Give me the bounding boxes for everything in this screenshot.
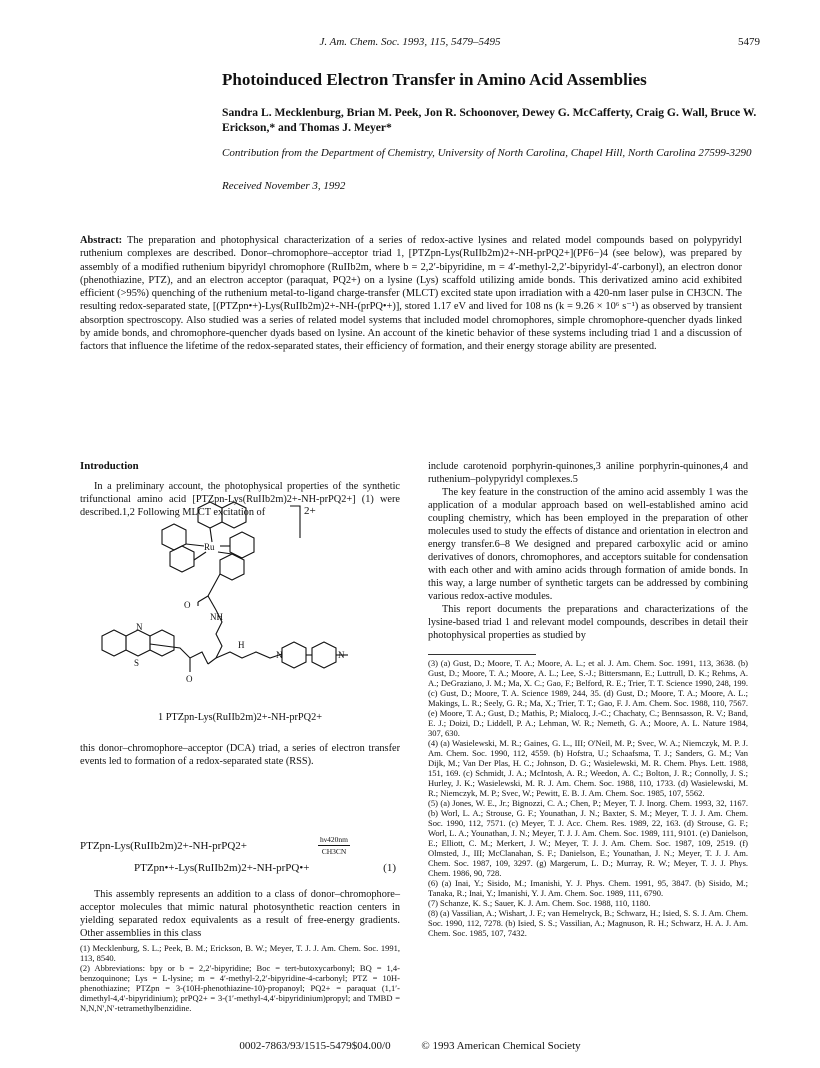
footnote: (3) (a) Gust, D.; Moore, T. A.; Moore, A. L.; et al. J. Am. Chem. Soc. 1991, 113, 3638. (b) Gust, D.; Moore, T. A.; Moore, A. L.; Lee, S.-J.; Bittersmann, E.; Luttrull, D. K.; Rehms, A. A.; DeGraziano, J. M.; Ma, X. C.; Gao, F.; Belford, R. E.; Trier, T. T. Science 1990, 248, 199. (c) Gust, D.; Moore, T. A. Science 1989, 244, 35. (d) Gust, D.; Moore, T. A.; Moore, A. L.; Makings, L. R.; Seely, G. R.; Ma, X.; Trier, T. T.; Gao, F. J. Am. Chem. Soc. 1988, 110, 7567. (e) Moore, T. A.; Gust, D.; Mathis, P.; Mialocq, J.-C.; Chachaty, C.; Bennsasson, R. V.; Band, E. J.; Doizi, D.; Liddell, P. A.; Lehman, W. R.; Nemeth, G. A.; Moore, A. L. Nature 1984, 307, 630. [428,658,748,738]
ptz-ring-3 [150,630,174,656]
footnote-rule-left [80,939,188,940]
arrow-label-top: hν420nm [320,835,348,844]
author-list: Sandra L. Mecklenburg, Brian M. Peek, Jon R. Schoonover, Dewey G. McCafferty, Craig G. Wall, Bruce W. Erickson,* and Thomas J. Meyer* [222,106,757,134]
structure-drawing [80,498,400,708]
page-footer [0,1040,820,1052]
pq-ring-2 [312,642,336,668]
footnote: (4) (a) Wasielewski, M. R.; Gaines, G. L., III; O'Neil, M. P.; Svec, W. A.; Niemczyk, M. P. J. Am. Chem. Soc. 1990, 112, 4559. (b) Hofstra, U.; Schaafsma, T. J.; Sanders, G. M.; Van Dijk, M.; Van Der Plas, H. C.; Johnson, D. G.; Wasielewski, M. R. Chem. Phys. Lett. 1988, 151, 169. (c) Schmidt, J. A.; McIntosh, A. R.; Weedon, A. C.; Bolton, J. R.; Connolly, J. S.; Hurley, J. K.; Wasielewski, M. R. J. Am. Chem. Soc. 1988, 110, 1733. (d) Wasielewski, M. R.; Niemczyk, M. P.; Svec, W.; Pewitt, E. B. J. Am. Chem. Soc. 1985, 107, 5562. [428,738,748,798]
footnotes-left [80,943,400,1013]
pq-n2-label: N [338,650,345,660]
footnotes-right [428,658,748,938]
abstract-text: The preparation and photophysical characterization of a series of redox-active lysines and related model compounds based on polypyridyl ruthenium complexes are described. Donor–chromophore–acceptor triad 1, [PTZpn-Lys(RuIIb2m)2+-NH-prPQ2+](PF6−)4 (see below), was prepared by assembly of a modified ruthenium bipyridyl chromophore (RuIIb2m, where b = 2,2′-bipyridine, m = 4′-methyl-2,2′-bipyridyl-4′-carbonyl), an electron donor (phenothiazine, PTZ), and an electron acceptor (paraquat, PQ2+) on a lysine (Lys) scaffold utilizing amide bonds. This derivatized amino acid exhibited efficient (>95%) quenching of the ruthenium metal-to-ligand charge-transfer (MLCT) excited state upon irradiation with a 420-nm laser pulse in CH3CN. The resulting redox-separated state, [(PTZpn•+)-Lys(RuIIb2m)2+-NH-(prPQ•+)], stored 1.17 eV and lived for 108 ns (k = 9.26 × 10⁶ s⁻¹) as observed by transient absorption spectroscopy. Also studied was a series of related model systems that included model chromophores, simple chromophore-quencher dyads linked by amide bonds, and chromophore-quencher dyads based on lysine. An account of the kinetic behavior of these systems including triad 1 and a discussion of factors that influence the lifetime of the redox-separated states, their efficiency of formation, and their energy storage ability are presented. [80,235,743,353]
footnote-rule-right [428,654,536,655]
intro-paragraph-2-text: this donor–chromophore–acceptor (DCA) triad, a series of electron transfer events led to formation of a redox-separated state (RSS). [80,743,400,767]
abstract [80,234,742,354]
footnote: (2) Abbreviations: bpy or b = 2,2′-bipyridine; Boc = tert-butoxycarbonyl; BQ = 1,4-benzoquinone; Lys = L-lysine; m = 4′-methyl-2,2′-bipyridine-4-carbonyl; PTZ = 10H-phenothiazine; PTZpn = 3-(10H-phenothiazine-10)-propanoyl; PQ2+ = paraquat (1,1′-dimethyl-4,4′-bipyridinium); prPQ2+ = 3-(1′-methyl-4,4′-bipyridinium)propyl; and TMBD = N,N,N′,N′-tetramethylbenzidine. [80,963,400,1013]
charge-bracket [290,506,300,538]
ptz-n-label: N [136,622,143,632]
article-title: Photoinduced Electron Transfer in Amino Acid Assemblies [222,70,647,89]
page-number: 5479 [738,36,760,48]
arrow-label-bottom: CH3CN [321,847,347,856]
chemical-structure [80,498,400,708]
footnote: (5) (a) Jones, W. E., Jr.; Bignozzi, C. A.; Chen, P.; Meyer, T. J. Inorg. Chem. 1993, 32, 1167. (b) Worl, L. A.; Strouse, G. F.; Younathan, J. N.; Baxter, S. M.; Meyer, T. J. J. Am. Chem. Soc. 1990, 112, 7571. (c) Meyer, T. J. Acc. Chem. Res. 1989, 22, 163. (d) Strouse, G. F.; Worl, L. A.; Younathan, J. N.; Meyer, T. J. J. Am. Chem. Soc. 1989, 111, 9101. (e) Danielson, E.; Elliott, C. M.; Merkert, J. W.; Meyer, T. J. J. Am. Chem. Soc. 1987, 109, 2519. (f) Olmsted, J., III; McClanahan, S. F.; Danielson, E.; Younathan, J. N.; Meyer, T. J. J. Am. Chem. Soc. 1987, 109, 3297. (g) Margerum, L. D.; Murray, R. W.; Meyer, T. J. J. Phys. Chem. 1986, 90, 728. [428,798,748,878]
complex-charge: 2+ [304,505,316,517]
footnote: (7) Schanze, K. S.; Sauer, K. J. Am. Chem. Soc. 1988, 110, 1180. [428,898,651,908]
journal-citation: J. Am. Chem. Soc. 1993, 115, 5479–5495 [319,36,501,48]
pq-n1-label: N [276,650,283,660]
running-head [0,36,820,52]
intro-paragraph-1: In a preliminary account, the photophysical properties of the synthetic trifunctional amino acid [PTZpn-Lys(RuIIb2m)2+-NH-prPQ2+] (1) were described.1,2 Following MLCT excitation of [80,481,400,518]
footnote: (1) Mecklenburg, S. L.; Peek, B. M.; Erickson, B. W.; Meyer, T. J. J. Am. Chem. Soc. 1991, 113, 8540. [80,943,400,963]
footnote: (6) (a) Inai, Y.; Sisido, M.; Imanishi, Y. J. Phys. Chem. 1991, 95, 3847. (b) Sisido, M.; Tanaka, R.; Inai, Y.; Imanishi, Y. J. Am. Chem. Soc. 1989, 111, 6790. [428,878,748,898]
ptz-ring-1 [102,630,126,656]
reaction-equation [80,820,400,874]
ptz-ring-2 [126,630,150,656]
equation-number: (1) [383,862,396,874]
amide-o-label: O [186,674,193,684]
ru-label: Ru [204,542,215,552]
equation-arrow [314,835,354,865]
right-column [428,460,748,642]
copyright-notice: © 1993 American Chemical Society [421,1040,581,1052]
intro-right-paragraph-1: include carotenoid porphyrin-quinones,3 aniline porphyrin-quinones,4 and ruthenium–polypyridyl complexes.5 [428,461,748,485]
intro-paragraph-3-text: This assembly represents an addition to a class of donor–chromophore–acceptor molecules that mimic natural photosynthetic reaction centers in yielding separated redox equivalents as a result of free-energy gradients. Other assemblies in this class [80,889,400,939]
amine-h-label: H [238,640,245,650]
issn-code: 0002-7863/93/1515-5479$04.00/0 [239,1040,391,1052]
carbonyl-o-label: O [184,600,191,610]
affiliation: Contribution from the Department of Chemistry, University of North Carolina, Chapel Hill, North Carolina 27599-3290 [222,147,752,159]
propyl-linker [216,652,282,658]
bpy-ring-1a [198,502,222,528]
abstract-label: Abstract: [80,235,123,246]
received-date: Received November 3, 1992 [222,180,346,192]
bpy-ring-3b [220,554,244,580]
intro-right-paragraph-3: This report documents the preparations and characterizations of the lysine-based triad 1 and relevant model compounds, describes in detail their photophysical properties as studied by [428,604,748,641]
intro-right-paragraph-2: The key feature in the construction of the amino acid assembly 1 was the application of a modular approach based on well-established amino acid coupling chemistry, which has been employed in the preparation of other molecules used to study the effects of distance and orientation in electron and energy transfer.6–8 We designed and prepared carboxylic acid or amino derivatives of donors, chromophores, and acceptors suitable for condensation with each other and with amino acids through formation of amide bonds. In this way, a large number of synthetic targets can be addressed by combining various redox-active modules. [428,487,748,602]
bpy-ring-3a [230,532,254,558]
footnote: (8) (a) Vassilian, A.; Wishart, J. F.; van Hemelryck, B.; Schwarz, H.; Isied, S. S. J. Am. Chem. Soc. 1990, 112, 7278. (b) Isied, S. S.; Vassilian, A.; Magnuson, R. H.; Schwarz, H. A. J. Am. Chem. Soc. 1985, 107, 7432. [428,908,748,938]
intro-paragraph-2 [80,742,400,768]
structure-caption: 1 PTZpn-Lys(RuIIb2m)2+-NH-prPQ2+ [157,712,323,723]
intro-paragraph-3 [80,888,400,940]
bpy-ring-1b [222,502,246,528]
equation-product: PTZpn•+-Lys(RuIIb2m)2+-NH-prPQ•+ [134,862,310,874]
sulfur-label: S [134,658,140,668]
section-heading: Introduction [80,460,139,472]
amide-nh-label: NH [210,612,223,622]
arrow-line [318,845,350,846]
bpy-ring-2b [170,546,194,572]
equation-reactant: PTZpn-Lys(RuIIb2m)2+-NH-prPQ2+ [80,840,248,852]
pq-ring-1 [282,642,306,668]
